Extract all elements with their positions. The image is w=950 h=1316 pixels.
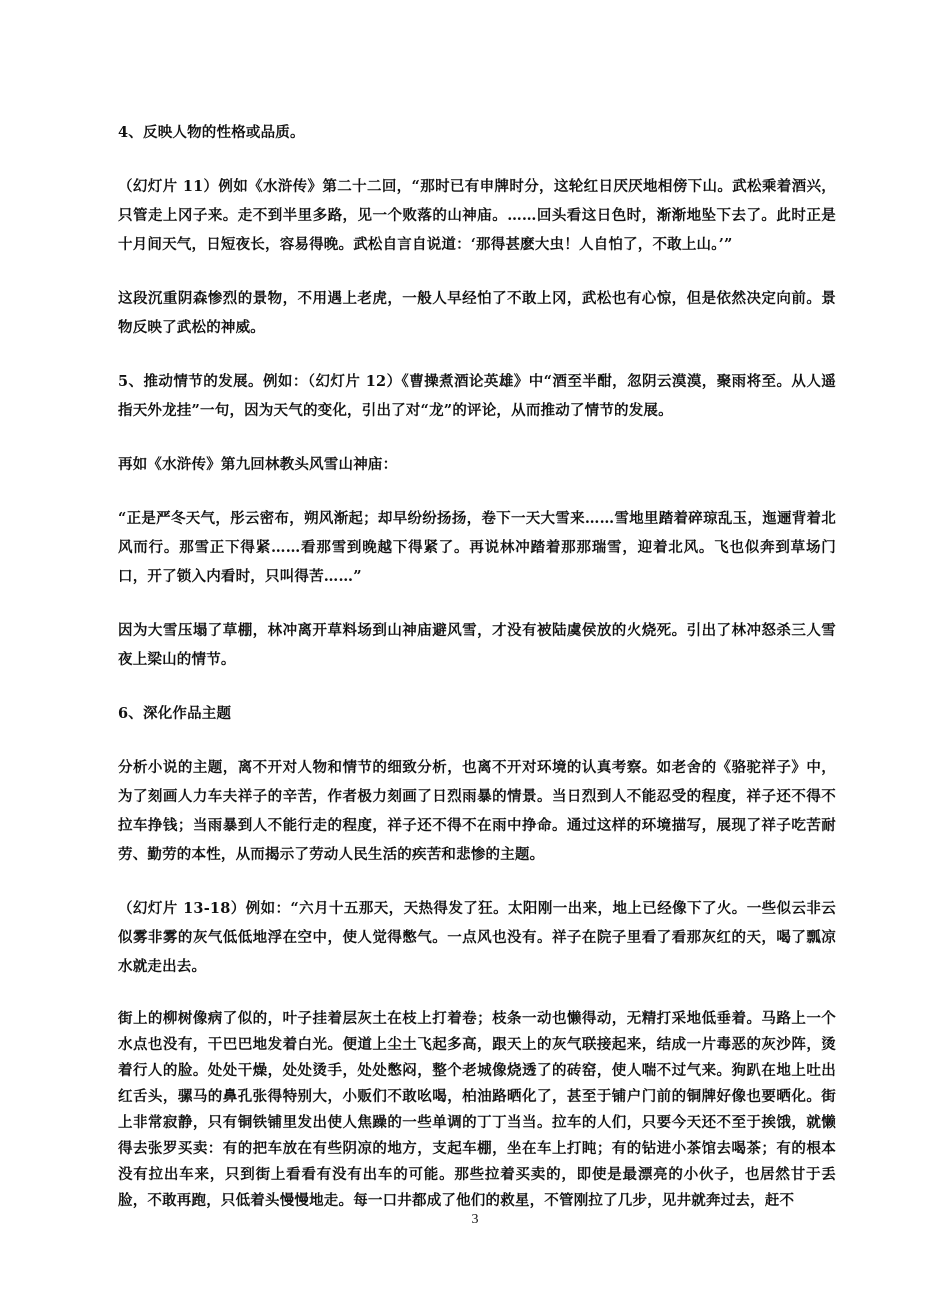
paragraph-luotuo-quote-1: （幻灯片 13-18）例如：“六月十五那天，天热得发了狂。太阳刚一出来，地上已经像下了火。一些似云非云似雾非雾的灰气低低地浮在空中，使人觉得憋气。一点风也没有。祥子在院子里看了看那灰红的天，喝了瓢凉水就走出去。 — [118, 900, 836, 975]
section-heading-5: 5、推动情节的发展。例如：（幻灯片 12）《曹操煮酒论英雄》中“酒至半酣，忽阴云漠漠，聚雨将至。从人遥指天外龙挂”一句，因为天气的变化，引出了对“龙”的评论，从而推动了情节的发展。 — [118, 373, 836, 419]
paragraph-shuihu-9-quote: “正是严冬天气，彤云密布，朔风渐起；却早纷纷扬扬，卷下一天大雪来……雪地里踏着碎琼乱玉，迤逦背着北风而行。那雪正下得紧……看那雪到晚越下得紧了。再说林冲踏着那那瑞雪，迎着北风。飞也似奔到草场门口，开了锁入内看时，只叫得苦……” — [118, 510, 836, 585]
paragraph-analysis-linchong: 因为大雪压塌了草棚，林冲离开草料场到山神庙避风雪，才没有被陆虞侯放的火烧死。引出了林冲怒杀三人雪夜上梁山的情节。 — [118, 622, 836, 668]
paragraph-shuihu-22: （幻灯片 11）例如《水浒传》第二十二回，“那时已有申牌时分，这轮红日厌厌地相傍下山。武松乘着酒兴，只管走上冈子来。走不到半里多路，见一个败落的山神庙。……回头看这日色时，渐渐地坠下去了。此时正是十月间天气，日短夜长，容易得晚。武松自言自说道：‘那得甚麽大虫！人自怕了，不敢上山。’” — [118, 178, 836, 253]
paragraph-theme-analysis: 分析小说的主题，离不开对人物和情节的细致分析，也离不开对环境的认真考察。如老舍的《骆驼祥子》中，为了刻画人力车夫祥子的辛苦，作者极力刻画了日烈雨暴的情景。当日烈到人不能忍受的程度，祥子还不得不拉车挣钱；当雨暴到人不能行走的程度，祥子还不得不在雨中挣命。通过这样的环境描写，展现了祥子吃苦耐劳、勤劳的本性，从而揭示了劳动人民生活的疾苦和悲惨的主题。 — [118, 759, 836, 863]
page-number: 3 — [471, 1212, 479, 1227]
section-heading-4: 4、反映人物的性格或品质。 — [118, 124, 305, 141]
paragraph-shuihu-9-intro: 再如《水浒传》第九回林教头风雪山神庙： — [118, 456, 398, 473]
section-heading-6: 6、深化作品主题 — [118, 705, 232, 722]
paragraph-luotuo-quote-2: 街上的柳树像病了似的，叶子挂着层灰土在枝上打着卷；枝条一动也懒得动，无精打采地低垂着。马路上一个水点也没有，干巴巴地发着白光。便道上尘土飞起多高，跟天上的灰气联接起来，结成一片毒恶的灰沙阵，烫着行人的脸。处处干燥，处处烫手，处处憋闷，整个老城像烧透了的砖窑，使人喘不过气来。狗趴在地上吐出红舌头，骡马的鼻孔张得特别大，小贩们不敢吆喝，柏油路晒化了，甚至于铺户门前的铜牌好像也要晒化。街上非常寂静，只有铜铁铺里发出使人焦躁的一些单调的丁丁当当。拉车的人们，只要今天还不至于挨饿，就懒得去张罗买卖：有的把车放在有些阴凉的地方，支起车棚，坐在车上打盹；有的钻进小茶馆去喝茶；有的根本没有拉出车来，只到街上看看有没有出车的可能。那些拉着买卖的，即使是最漂亮的小伙子，也居然甘于丢脸，不敢再跑，只低着头慢慢地走。每一口井都成了他们的救星，不管刚拉了几步，见井就奔过去，赶不 — [118, 1010, 836, 1209]
paragraph-analysis-wusong: 这段沉重阴森惨烈的景物，不用遇上老虎，一般人早经怕了不敢上冈，武松也有心惊，但是依然决定向前。景物反映了武松的神威。 — [118, 290, 836, 336]
document-page — [118, 118, 836, 1239]
